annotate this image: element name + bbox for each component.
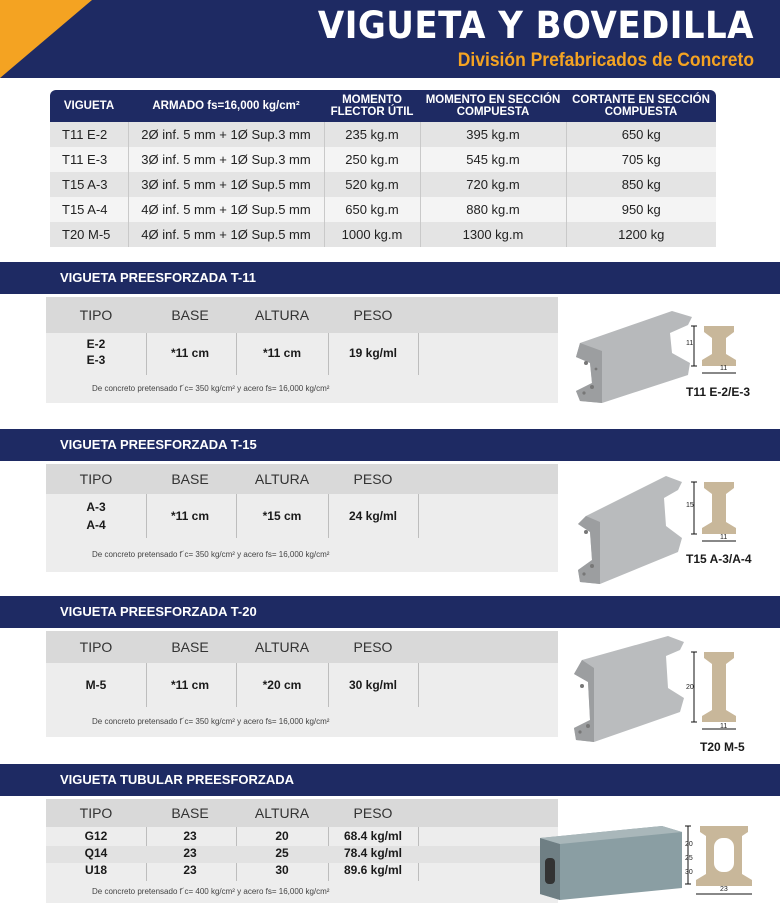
panel-t15 xyxy=(46,464,558,572)
divider xyxy=(418,333,419,375)
cell-armado: 3Ø inf. 5 mm + 1Ø Sup.5 mm xyxy=(128,172,324,197)
base-value: *11 cm xyxy=(170,678,210,692)
page-subtitle: División Prefabricados de Concreto xyxy=(457,50,754,71)
cell-base: 23 xyxy=(183,846,197,860)
cell-vigueta: T15 A-4 xyxy=(50,197,128,222)
table-row xyxy=(50,197,716,222)
dim-width: 11 xyxy=(720,365,728,372)
tipo-value: A-4 xyxy=(86,518,106,532)
cell-peso: 89.6 kg/ml xyxy=(343,863,403,877)
col-base: BASE xyxy=(171,471,209,487)
col-altura: ALTURA xyxy=(254,471,310,487)
panel-note: De concreto pretensado f´c= 350 kg/cm² y acero fs= 16,000 kg/cm² xyxy=(46,538,558,572)
cell-altura: 30 xyxy=(275,863,289,877)
panel-body xyxy=(46,494,558,538)
cell-momento-flector: 250 kg.m xyxy=(324,147,420,172)
cell-vigueta: T20 M-5 xyxy=(50,222,128,247)
col-peso: PESO xyxy=(353,307,393,323)
dim-height: 11 xyxy=(686,340,694,347)
cell-armado: 3Ø inf. 5 mm + 1Ø Sup.3 mm xyxy=(128,147,324,172)
table-row xyxy=(46,846,558,863)
cell-vigueta: T15 A-3 xyxy=(50,172,128,197)
divider xyxy=(418,494,419,538)
panel-t11 xyxy=(46,297,558,403)
cell-momento-flector: 650 kg.m xyxy=(324,197,420,222)
panel-t20 xyxy=(46,631,558,737)
table-row xyxy=(46,829,558,846)
peso-value: 30 kg/ml xyxy=(348,678,398,692)
section-title-tubular: VIGUETA TUBULAR PREESFORZADA xyxy=(0,764,780,796)
peso-value: 24 kg/ml xyxy=(348,509,398,523)
altura-value: *20 cm xyxy=(262,678,302,692)
section-title-t15: VIGUETA PREESFORZADA T-15 xyxy=(0,429,780,461)
dim-height: 20 xyxy=(686,684,694,691)
cell-cortante: 650 kg xyxy=(566,122,716,147)
panel-header xyxy=(46,631,558,663)
panel-header xyxy=(46,464,558,494)
page-header xyxy=(0,0,780,80)
cell-momento-flector: 235 kg.m xyxy=(324,122,420,147)
cell-tipo: Q14 xyxy=(84,846,108,860)
tipo-value: A-3 xyxy=(86,500,106,514)
dim-width: 11 xyxy=(720,723,728,730)
panel-tubular xyxy=(46,799,558,903)
cell-peso: 68.4 kg/ml xyxy=(343,829,403,843)
cell-base: 23 xyxy=(183,829,197,843)
beam-t11-image xyxy=(562,303,702,408)
dim-height: 25 xyxy=(685,855,693,862)
cell-momento-flector: 1000 kg.m xyxy=(324,222,420,247)
peso-value: 19 kg/ml xyxy=(348,346,398,360)
base-value: *11 cm xyxy=(170,509,210,523)
col-base: BASE xyxy=(171,805,209,821)
altura-value: *11 cm xyxy=(262,346,302,360)
col-altura: ALTURA xyxy=(254,805,310,821)
table-row xyxy=(50,147,716,172)
cell-tipo: G12 xyxy=(84,829,108,843)
altura-value: *15 cm xyxy=(262,509,302,523)
dim-width: 23 xyxy=(720,886,728,893)
specs-header-cortante: CORTANTE EN SECCIÓN COMPUESTA xyxy=(566,90,716,122)
tipo-value: E-2 xyxy=(86,337,106,351)
table-row xyxy=(46,863,558,880)
base-value: *11 cm xyxy=(170,346,210,360)
specs-header-armado: ARMADO fs=16,000 kg/cm² xyxy=(128,90,324,122)
beam-t20-image xyxy=(564,630,694,748)
col-tipo: TIPO xyxy=(79,471,113,487)
cell-altura: 20 xyxy=(275,829,289,843)
dim-height: 30 xyxy=(685,869,693,876)
dim-height: 15 xyxy=(686,502,694,509)
section-title-t11: VIGUETA PREESFORZADA T-11 xyxy=(0,262,780,294)
beam-caption: T15 A-3/A-4 xyxy=(686,552,752,566)
specs-header-momento-flector: MOMENTO FLECTOR ÚTIL xyxy=(324,90,420,122)
beam-t15-image xyxy=(570,466,690,586)
col-tipo: TIPO xyxy=(79,805,113,821)
col-peso: PESO xyxy=(353,639,393,655)
panel-note: De concreto pretensado f´c= 350 kg/cm² y acero fs= 16,000 kg/cm² xyxy=(46,707,558,737)
cell-vigueta: T11 E-3 xyxy=(50,147,128,172)
beam-caption: T11 E-2/E-3 xyxy=(686,385,751,399)
cell-cortante: 850 kg xyxy=(566,172,716,197)
specs-table xyxy=(50,90,716,247)
header-accent-triangle xyxy=(0,0,92,78)
specs-header-vigueta: VIGUETA xyxy=(50,90,128,122)
tipo-value: E-3 xyxy=(86,353,106,367)
col-tipo: TIPO xyxy=(79,639,113,655)
table-row xyxy=(50,172,716,197)
cell-momento-seccion: 880 kg.m xyxy=(420,197,566,222)
cell-armado: 4Ø inf. 5 mm + 1Ø Sup.5 mm xyxy=(128,197,324,222)
cell-tipo: U18 xyxy=(84,863,107,877)
col-base: BASE xyxy=(171,639,209,655)
cell-momento-seccion: 720 kg.m xyxy=(420,172,566,197)
dim-height: 20 xyxy=(685,841,693,848)
col-altura: ALTURA xyxy=(254,639,310,655)
divider xyxy=(418,663,419,707)
table-row xyxy=(50,222,716,247)
beam-tubular-image xyxy=(536,822,686,902)
specs-header-row xyxy=(50,90,716,122)
col-tipo: TIPO xyxy=(79,307,113,323)
panel-body xyxy=(46,333,558,375)
cell-cortante: 705 kg xyxy=(566,147,716,172)
section-title-t20: VIGUETA PREESFORZADA T-20 xyxy=(0,596,780,628)
cell-armado: 4Ø inf. 5 mm + 1Ø Sup.5 mm xyxy=(128,222,324,247)
panel-body xyxy=(46,663,558,707)
cell-momento-seccion: 545 kg.m xyxy=(420,147,566,172)
tipo-value: M-5 xyxy=(85,678,107,692)
panel-note: De concreto pretensado f´c= 350 kg/cm² y acero fs= 16,000 kg/cm² xyxy=(46,375,558,403)
cell-momento-flector: 520 kg.m xyxy=(324,172,420,197)
table-row xyxy=(50,122,716,147)
beam-caption: T20 M-5 xyxy=(700,740,745,754)
specs-header-momento-seccion: MOMENTO EN SECCIÓN COMPUESTA xyxy=(420,90,566,122)
cell-base: 23 xyxy=(183,863,197,877)
cell-cortante: 950 kg xyxy=(566,197,716,222)
col-base: BASE xyxy=(171,307,209,323)
panel-header xyxy=(46,297,558,333)
cell-altura: 25 xyxy=(275,846,289,860)
cell-momento-seccion: 395 kg.m xyxy=(420,122,566,147)
col-peso: PESO xyxy=(353,805,393,821)
page-title: VIGUETA Y BOVEDILLA xyxy=(317,4,754,47)
cell-cortante: 1200 kg xyxy=(566,222,716,247)
cell-peso: 78.4 kg/ml xyxy=(343,846,403,860)
cell-vigueta: T11 E-2 xyxy=(50,122,128,147)
dim-width: 11 xyxy=(720,534,728,541)
col-altura: ALTURA xyxy=(254,307,310,323)
panel-header xyxy=(46,799,558,827)
cell-momento-seccion: 1300 kg.m xyxy=(420,222,566,247)
cell-armado: 2Ø inf. 5 mm + 1Ø Sup.3 mm xyxy=(128,122,324,147)
col-peso: PESO xyxy=(353,471,393,487)
panel-note: De concreto pretensado f´c= 400 kg/cm² y acero fs= 16,000 kg/cm² xyxy=(92,887,330,896)
